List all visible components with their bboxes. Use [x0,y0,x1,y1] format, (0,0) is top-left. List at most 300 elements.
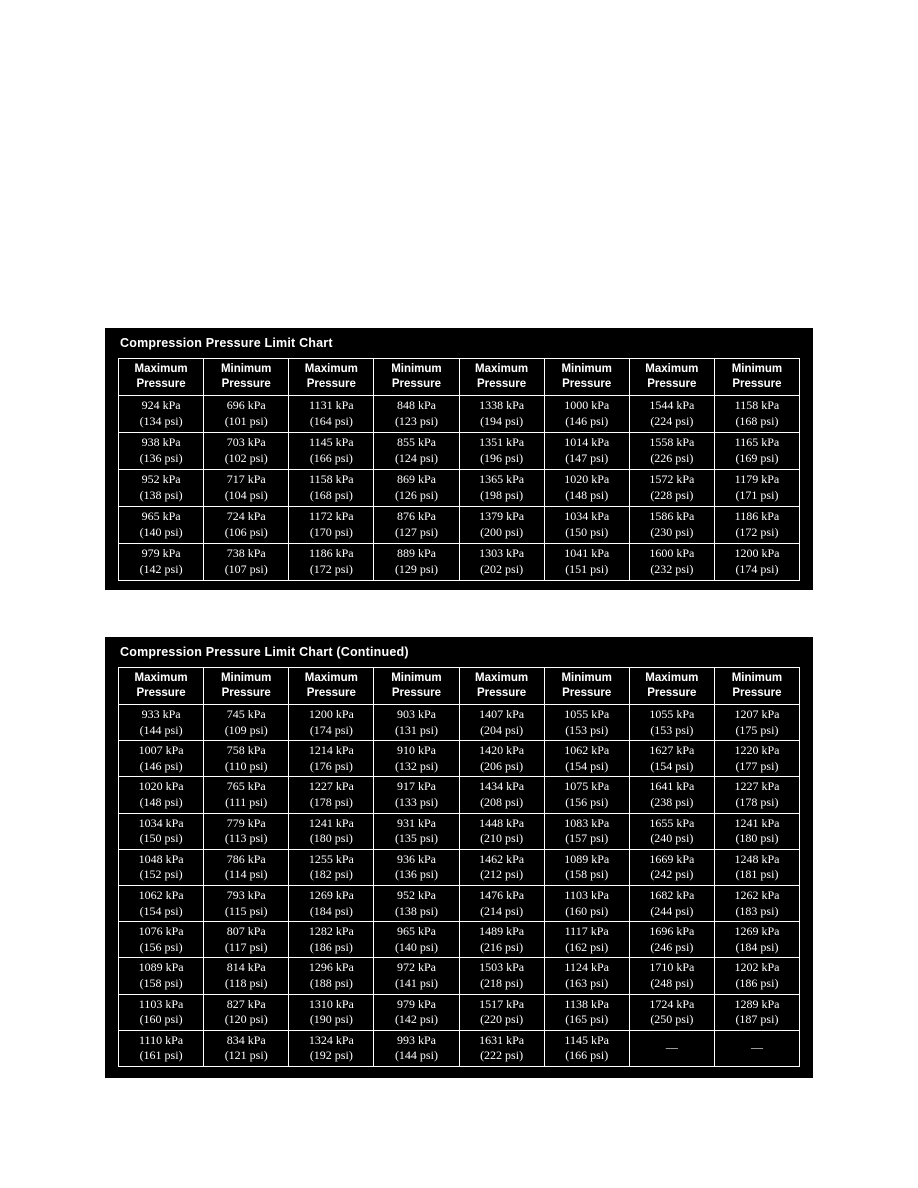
pressure-line: (118 psi) [224,975,268,990]
pressure-line: (172 psi) [309,562,353,576]
pressure-line: (115 psi) [224,903,268,918]
pressure-line: (148 psi) [139,794,183,809]
pressure-cell [374,958,459,994]
pressure-line: 938 kPa [141,435,181,450]
pressure-line: (140 psi) [394,939,438,954]
pressure-line: 703 kPa [226,435,266,450]
pressure-cell [714,813,799,849]
pressure-line: (146 psi) [139,758,183,773]
pressure-cell [119,741,204,777]
pressure-cell [204,777,289,813]
pressure-line: 1558 kPa [649,435,695,450]
pressure-line: (150 psi) [139,831,183,846]
pressure-cell [289,958,374,994]
pressure-cell [204,958,289,994]
pressure-line: (174 psi) [735,562,779,576]
pressure-line: 1117 kPa [564,924,609,939]
pressure-cell [714,922,799,958]
pressure-line: (180 psi) [735,831,779,846]
pressure-line: (158 psi) [565,867,609,882]
pressure-line: (134 psi) [139,414,183,428]
pressure-line: (244 psi) [650,903,694,918]
pressure-line: 1110 kPa [139,1032,184,1047]
pressure-line: (198 psi) [480,488,524,502]
pressure-line: 1179 kPa [734,472,780,487]
pressure-line: 931 kPa [396,815,436,830]
pressure-cell [119,777,204,813]
pressure-line: (212 psi) [480,867,524,882]
pressure-line: (250 psi) [650,1012,694,1027]
pressure-line: 1255 kPa [308,851,354,866]
pressure-line: (120 psi) [224,1012,268,1027]
pressure-line: (142 psi) [139,562,183,576]
pressure-cell [119,705,204,741]
pressure-line: 1158 kPa [309,472,354,487]
pressure-line: (176 psi) [309,758,353,773]
pressure-line: (121 psi) [224,1048,268,1063]
pressure-cell [289,885,374,921]
pressure-line: (104 psi) [224,488,268,502]
table-row [119,433,800,470]
pressure-cell [544,958,629,994]
pressure-cell [374,1030,459,1066]
pressure-line: 1089 kPa [138,960,184,975]
pressure-cell [459,1030,544,1066]
pressure-line: 717 kPa [226,472,266,487]
pressure-cell [289,1030,374,1066]
pressure-cell [204,741,289,777]
pressure-cell [714,849,799,885]
pressure-cell [629,741,714,777]
pressure-cell [544,849,629,885]
pressure-cell [459,777,544,813]
pressure-line: (183 psi) [735,903,779,918]
pressure-line: (131 psi) [394,722,438,737]
pressure-cell [714,396,799,433]
pressure-line: 1200 kPa [308,707,354,721]
pressure-line: (154 psi) [139,903,183,918]
pressure-cell [459,507,544,544]
pressure-cell [374,507,459,544]
pressure-cell [544,741,629,777]
pressure-line: (210 psi) [480,831,524,846]
pressure-line: (230 psi) [650,525,694,539]
pressure-line: (161 psi) [139,1048,183,1063]
pressure-line: 1544 kPa [649,398,695,413]
pressure-line: 979 kPa [141,546,181,561]
pressure-line: 1214 kPa [308,743,354,758]
pressure-line: (222 psi) [480,1048,524,1063]
pressure-line: 1200 kPa [734,546,780,561]
pressure-line: (136 psi) [139,451,183,465]
pressure-line: (169 psi) [735,451,779,465]
pressure-cell [204,470,289,507]
pressure-line: (117 psi) [224,939,268,954]
pressure-line: 1682 kPa [649,887,695,902]
pressure-line: (151 psi) [565,562,609,576]
pressure-line: 1207 kPa [734,707,780,721]
column-header: Maximum Pressure [119,668,204,705]
pressure-line: (187 psi) [735,1012,779,1027]
table-row [119,813,800,849]
pressure-cell [629,1030,714,1066]
pressure-line: 924 kPa [141,398,181,413]
pressure-line: 1517 kPa [479,996,525,1011]
table-row [119,544,800,581]
pressure-line: 1641 kPa [649,779,695,794]
pressure-cell [119,396,204,433]
pressure-line: 1055 kPa [564,707,610,721]
pressure-line: (218 psi) [480,975,524,990]
pressure-line: (182 psi) [309,867,353,882]
pressure-line: 1075 kPa [564,779,610,794]
pressure-cell [629,922,714,958]
pressure-cell [629,849,714,885]
pressure-cell [204,705,289,741]
pressure-line: 979 kPa [396,996,436,1011]
column-header: Minimum Pressure [374,359,459,396]
pressure-line: 917 kPa [396,779,436,794]
pressure-line: (144 psi) [139,722,183,737]
pressure-line: 1062 kPa [564,743,610,758]
pressure-line: (192 psi) [309,1048,353,1063]
pressure-line: (224 psi) [650,414,694,428]
pressure-line: (110 psi) [224,758,268,773]
pressure-line: (177 psi) [735,758,779,773]
pressure-cell [629,507,714,544]
pressure-line: (144 psi) [394,1048,438,1063]
pressure-line: 965 kPa [396,924,436,939]
pressure-cell [289,470,374,507]
column-header: Minimum Pressure [204,668,289,705]
pressure-line: 889 kPa [396,546,436,561]
pressure-cell [204,1030,289,1066]
pressure-line: (188 psi) [309,975,353,990]
table-row [119,994,800,1030]
pressure-line: (148 psi) [565,488,609,502]
pressure-line: (166 psi) [565,1048,609,1063]
pressure-cell [544,777,629,813]
pressure-cell [204,885,289,921]
pressure-line: (141 psi) [394,975,438,990]
pressure-line: 952 kPa [141,472,181,487]
pressure-line: (132 psi) [394,758,438,773]
pressure-line: (180 psi) [309,831,353,846]
column-header: Minimum Pressure [204,359,289,396]
pressure-line: 1696 kPa [649,924,695,939]
pressure-line: 1220 kPa [734,743,780,758]
pressure-line: 1083 kPa [564,815,610,830]
pressure-cell [374,994,459,1030]
pressure-cell [629,994,714,1030]
pressure-cell [119,1030,204,1066]
pressure-line: (162 psi) [565,939,609,954]
pressure-line: (150 psi) [565,525,609,539]
pressure-cell [459,433,544,470]
pressure-line: (129 psi) [394,562,438,576]
pressure-cell [714,885,799,921]
pressure-cell [629,470,714,507]
pressure-cell [629,885,714,921]
pressure-line: 1062 kPa [138,887,184,902]
pressure-cell [459,544,544,581]
pressure-cell [289,813,374,849]
pressure-cell [629,958,714,994]
pressure-line: (101 psi) [224,414,268,428]
compression-pressure-table [118,358,800,581]
pressure-line: (220 psi) [480,1012,524,1027]
pressure-cell [204,922,289,958]
pressure-line: 1041 kPa [564,546,610,561]
pressure-line: (166 psi) [309,451,353,465]
pressure-cell [629,396,714,433]
pressure-cell [204,994,289,1030]
pressure-line: (123 psi) [394,414,438,428]
pressure-line: 765 kPa [226,779,266,794]
pressure-line: 1158 kPa [734,398,780,413]
pressure-cell [204,433,289,470]
table-row [119,1030,800,1066]
pressure-line: (142 psi) [394,1012,438,1027]
pressure-line: (174 psi) [309,722,353,737]
pressure-line: (238 psi) [650,794,694,809]
pressure-cell [629,433,714,470]
column-header: Minimum Pressure [714,359,799,396]
pressure-line: 1055 kPa [649,707,695,721]
pressure-line: (140 psi) [139,525,183,539]
pressure-line: 1007 kPa [138,743,184,758]
pressure-line: 1202 kPa [734,960,780,975]
pressure-line: 952 kPa [396,887,436,902]
pressure-line: 1034 kPa [564,509,610,524]
column-header: Maximum Pressure [459,668,544,705]
pressure-line: 903 kPa [396,707,436,721]
pressure-cell [374,849,459,885]
pressure-cell [459,470,544,507]
pressure-line: (135 psi) [394,831,438,846]
pressure-line: 1124 kPa [564,960,609,975]
column-header: Maximum Pressure [459,359,544,396]
pressure-cell [629,544,714,581]
pressure-line: 786 kPa [226,851,266,866]
pressure-line: (126 psi) [394,488,438,502]
pressure-line: (186 psi) [309,939,353,954]
pressure-line: 1282 kPa [308,924,354,939]
pressure-cell [119,885,204,921]
pressure-line: 848 kPa [396,398,436,413]
pressure-line: — [750,1040,763,1055]
pressure-line: (226 psi) [650,451,694,465]
pressure-line: 1145 kPa [564,1032,609,1047]
pressure-line: (240 psi) [650,831,694,846]
pressure-line: 834 kPa [226,1032,266,1047]
pressure-line: 1131 kPa [309,398,354,413]
pressure-line: 1669 kPa [649,851,695,866]
pressure-line: 1048 kPa [138,851,184,866]
pressure-line: (204 psi) [480,722,524,737]
pressure-line: 745 kPa [226,707,266,721]
pressure-line: 965 kPa [141,509,181,524]
pressure-cell [459,885,544,921]
pressure-line: 1103 kPa [564,887,609,902]
pressure-cell [714,433,799,470]
pressure-cell [289,396,374,433]
table-row [119,470,800,507]
pressure-cell [119,544,204,581]
pressure-cell [289,994,374,1030]
column-header: Minimum Pressure [374,668,459,705]
pressure-cell [459,849,544,885]
pressure-line: 1020 kPa [138,779,184,794]
pressure-cell [374,705,459,741]
pressure-line: 814 kPa [226,960,266,975]
pressure-line: (163 psi) [565,975,609,990]
pressure-line: 1296 kPa [308,960,354,975]
pressure-line: 1379 kPa [479,509,525,524]
pressure-line: 1586 kPa [649,509,695,524]
pressure-line: 855 kPa [396,435,436,450]
pressure-cell [374,470,459,507]
column-header: Minimum Pressure [544,359,629,396]
pressure-cell [119,433,204,470]
pressure-line: (181 psi) [735,867,779,882]
pressure-line: 933 kPa [141,707,181,721]
pressure-cell [204,507,289,544]
pressure-line: (153 psi) [565,722,609,737]
pressure-line: 827 kPa [226,996,266,1011]
pressure-line: (178 psi) [309,794,353,809]
pressure-line: (154 psi) [565,758,609,773]
pressure-cell [714,470,799,507]
pressure-line: (194 psi) [480,414,524,428]
pressure-line: (184 psi) [309,903,353,918]
pressure-cell [289,507,374,544]
pressure-cell [459,705,544,741]
column-header: Maximum Pressure [289,359,374,396]
pressure-cell [459,396,544,433]
pressure-line: 910 kPa [396,743,436,758]
pressure-line: 1076 kPa [138,924,184,939]
pressure-cell [544,994,629,1030]
pressure-line: 1600 kPa [649,546,695,561]
pressure-cell [374,396,459,433]
pressure-line: (196 psi) [480,451,524,465]
pressure-line: (138 psi) [139,488,183,502]
pressure-cell [374,544,459,581]
pressure-cell [119,922,204,958]
pressure-line: 758 kPa [226,743,266,758]
column-header: Maximum Pressure [289,668,374,705]
pressure-line: 1103 kPa [138,996,184,1011]
pressure-line: 1324 kPa [308,1032,354,1047]
table-row [119,849,800,885]
pressure-line: (158 psi) [139,975,183,990]
pressure-cell [459,922,544,958]
pressure-cell [289,433,374,470]
pressure-line: 696 kPa [226,398,266,413]
pressure-cell [544,885,629,921]
pressure-line: 1186 kPa [734,509,780,524]
pressure-line: 1172 kPa [309,509,354,524]
pressure-line: 1710 kPa [649,960,695,975]
pressure-line: (160 psi) [139,1012,183,1027]
pressure-line: 1034 kPa [138,815,184,830]
pressure-line: 1241 kPa [734,815,780,830]
pressure-line: 1269 kPa [308,887,354,902]
pressure-line: 1724 kPa [649,996,695,1011]
table-row [119,705,800,741]
pressure-cell [289,849,374,885]
pressure-cell [374,885,459,921]
pressure-cell [714,777,799,813]
pressure-line: 1365 kPa [479,472,525,487]
pressure-line: 1310 kPa [308,996,354,1011]
pressure-line: 1503 kPa [479,960,525,975]
pressure-cell [119,849,204,885]
pressure-line: 1289 kPa [734,996,780,1011]
pressure-line: 1000 kPa [564,398,610,413]
pressure-cell [374,777,459,813]
pressure-line: (157 psi) [565,831,609,846]
pressure-line: 1627 kPa [649,743,695,758]
pressure-line: (152 psi) [139,867,183,882]
pressure-line: (107 psi) [224,562,268,576]
pressure-line: 1407 kPa [479,707,525,721]
pressure-cell [204,544,289,581]
pressure-cell [714,741,799,777]
pressure-cell [374,741,459,777]
pressure-cell [459,813,544,849]
pressure-line: (147 psi) [565,451,609,465]
pressure-line: 1227 kPa [308,779,354,794]
pressure-cell [629,777,714,813]
pressure-cell [374,433,459,470]
chart-title-continued: Compression Pressure Limit Chart (Continued) [120,645,409,659]
pressure-line: (156 psi) [565,794,609,809]
table-row [119,396,800,433]
pressure-line: 1338 kPa [479,398,525,413]
pressure-line: 876 kPa [396,509,436,524]
pressure-line: (136 psi) [394,867,438,882]
pressure-line: 1269 kPa [734,924,780,939]
pressure-line: (246 psi) [650,939,694,954]
pressure-cell [119,958,204,994]
pressure-cell [119,994,204,1030]
pressure-cell [544,433,629,470]
pressure-line: 1138 kPa [564,996,609,1011]
pressure-line: 1248 kPa [734,851,780,866]
table-row [119,507,800,544]
pressure-line: — [665,1040,678,1055]
pressure-line: 1303 kPa [479,546,525,561]
pressure-line: (160 psi) [565,903,609,918]
pressure-line: (133 psi) [394,794,438,809]
pressure-line: 807 kPa [226,924,266,939]
pressure-line: (214 psi) [480,903,524,918]
pressure-cell [289,922,374,958]
pressure-line: (186 psi) [735,975,779,990]
table-row [119,922,800,958]
pressure-line: (146 psi) [565,414,609,428]
pressure-cell [374,813,459,849]
pressure-line: 1655 kPa [649,815,695,830]
pressure-line: 1489 kPa [479,924,525,939]
pressure-line: (127 psi) [394,525,438,539]
pressure-line: 993 kPa [396,1032,436,1047]
pressure-cell [289,705,374,741]
pressure-cell [544,507,629,544]
pressure-line: 1241 kPa [308,815,354,830]
